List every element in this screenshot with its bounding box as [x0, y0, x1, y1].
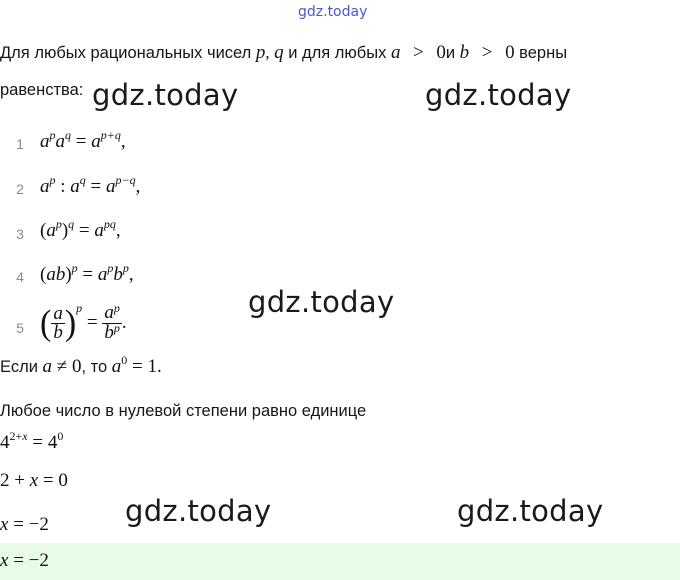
- math-p: p: [255, 42, 266, 63]
- answer-highlight: [0, 543, 680, 580]
- math-zero-b: 0: [505, 42, 515, 63]
- intro-text-and-any: и для любых: [288, 44, 387, 62]
- zero-exponent-rule: Если a ≠ 0, то $a^0 = 1$.: [0, 353, 162, 377]
- math-a: a: [390, 42, 401, 63]
- math-gt-b: >: [481, 42, 493, 63]
- intro-line-2: равенства:: [0, 81, 84, 99]
- step-1: $4^{2+x} = 4^0$: [0, 429, 64, 453]
- math-zero-a: 0: [436, 42, 446, 63]
- formula-3: $(a^p)^q = a^{pq}$,: [40, 217, 121, 241]
- list-number: 4: [16, 269, 24, 285]
- list-number: 2: [16, 181, 24, 197]
- intro-text-verny: верны: [519, 44, 568, 62]
- math-gt-a: >: [413, 42, 424, 63]
- intro-text-and: и: [445, 44, 456, 62]
- if-text: Если: [0, 358, 38, 376]
- watermark: gdz.today: [425, 78, 572, 112]
- watermark: gdz.today: [92, 78, 239, 112]
- watermark: gdz.today: [125, 494, 272, 528]
- watermark: gdz.today: [248, 285, 395, 319]
- intro-text-part1: Для любых рациональных чисел: [0, 44, 252, 62]
- list-number: 5: [16, 320, 24, 336]
- list-number: 3: [16, 226, 24, 242]
- math-q: q: [274, 42, 284, 63]
- explanation-text: Любое число в нулевой степени равно единице: [0, 402, 367, 420]
- watermark: gdz.today: [457, 494, 604, 528]
- math-b: b: [459, 42, 470, 63]
- formula-2: $a^p$ : $a^q = a^{p-q}$,: [40, 173, 141, 197]
- list-number: 1: [16, 136, 24, 152]
- site-header-label[interactable]: gdz.today: [298, 4, 368, 20]
- then-text: , то: [81, 358, 108, 376]
- answer: x = −2: [0, 550, 49, 571]
- formula-1: $a^pa^q = a^{p+q}$,: [40, 128, 126, 152]
- math-comma: ,: [265, 43, 270, 62]
- formula-4: $(ab)^p = a^pb^p$,: [40, 261, 134, 285]
- formula-5: ( $\frac{a}{b}$ )$^p$ = $\frac{a^p}{b^p}$ .: [40, 300, 127, 343]
- intro-line-1: [0, 42, 680, 64]
- step-3: x = −2: [0, 514, 49, 535]
- step-2: 2 + x = 0: [0, 470, 68, 491]
